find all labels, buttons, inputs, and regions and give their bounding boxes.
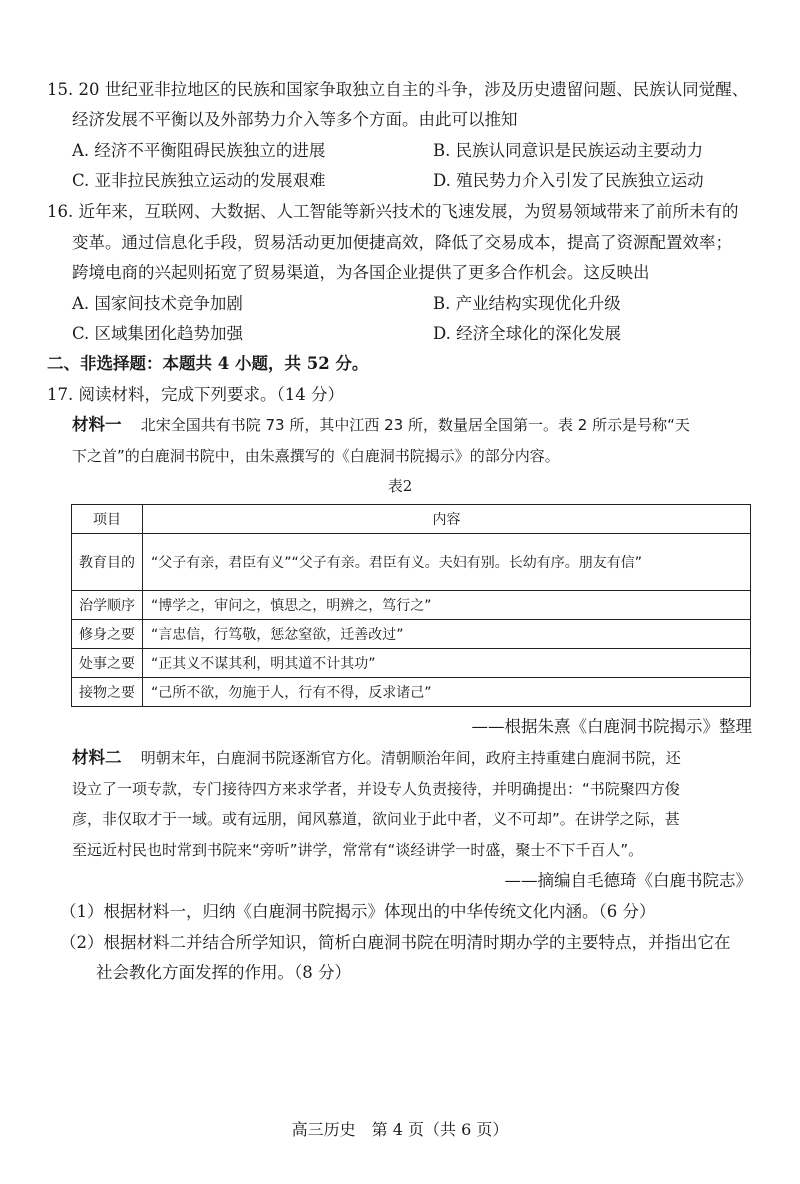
- table-cell-content: “言忠信，行笃敬，惩忿窒欲，迁善改过”: [143, 620, 751, 649]
- table-row: [72, 649, 751, 678]
- table-cell-item: 接物之要: [72, 678, 143, 707]
- page-footer: 高三历史 第 4 页（共 6 页）: [291, 1120, 509, 1139]
- q17-sub2-line1: （2）根据材料二并结合所学知识，简析白鹿洞书院在明清时期办学的主要特点，并指出它在: [60, 933, 731, 952]
- material1-line1: [72, 414, 690, 436]
- table-cell-content: “己所不欲，勿施于人，行有不得，反求诸己”: [143, 678, 751, 707]
- q15-stem-line2: 经济发展不平衡以及外部势力介入等多个方面。由此可以推知: [72, 110, 518, 129]
- table-cell-content: “正其义不谋其利，明其道不计其功”: [143, 649, 751, 678]
- material2-text-line3: 彦，非仅取才于一域。或有远朋，闻风慕道，欲问业于此中者，义不可却”。在讲学之际，甚: [72, 810, 680, 828]
- q16-option-d: D. 经济全球化的深化发展: [433, 324, 622, 343]
- material2-label: 材料二: [72, 748, 122, 767]
- table-row: [72, 620, 751, 649]
- table-cell-item: 处事之要: [72, 649, 143, 678]
- material2-line1: [72, 747, 681, 769]
- table-cell-item: 修身之要: [72, 620, 143, 649]
- material2-text-line2: 设立了一项专款，专门接待四方来求学者，并设专人负责接待，并明确提出：“书院聚四方俊: [72, 780, 680, 798]
- material1-text-line2: 下之首”的白鹿洞书院中，由朱熹撰写的《白鹿洞书院揭示》的部分内容。: [72, 447, 560, 465]
- table-header-item: 项目: [72, 505, 143, 534]
- q16-option-a: A. 国家间技术竞争加剧: [72, 294, 243, 313]
- q15-option-d: D. 殖民势力介入引发了民族独立运动: [433, 171, 704, 190]
- section-heading: 二、非选择题：本题共 4 小题，共 52 分。: [47, 354, 369, 373]
- q15-stem-line1: 15. 20 世纪亚非拉地区的民族和国家争取独立自主的斗争，涉及历史遗留问题、民族认同觉醒、: [47, 80, 749, 99]
- table-row: [72, 591, 751, 620]
- table-cell-content: “父子有亲，君臣有义”“父子有亲。君臣有义。夫妇有别。长幼有序。朋友有信”: [143, 534, 751, 591]
- q16-stem-line3: 跨境电商的兴起则拓宽了贸易渠道，为各国企业提供了更多合作机会。这反映出: [72, 263, 650, 282]
- material1-text-line1: 北宋全国共有书院 73 所，其中江西 23 所，数量居全国第一。表 2 所示是号称“天: [140, 416, 690, 434]
- table-cell-item: 教育目的: [72, 534, 143, 591]
- material2-text-line1: 明朝末年，白鹿洞书院逐渐官方化。清朝顺治年间，政府主持重建白鹿洞书院，还: [140, 749, 681, 767]
- q15-option-b: B. 民族认同意识是民族运动主要动力: [433, 141, 704, 160]
- q17-sub1: （1）根据材料一，归纳《白鹿洞书院揭示》体现出的中华传统文化内涵。（6 分）: [60, 902, 656, 921]
- table-source: ——根据朱熹《白鹿洞书院揭示》整理: [471, 717, 752, 736]
- table-cell-item: 治学顺序: [72, 591, 143, 620]
- q16-stem-line1: 16. 近年来，互联网、大数据、人工智能等新兴技术的飞速发展，为贸易领域带来了前所未有的: [47, 202, 739, 221]
- material2-text-line4: 至远近村民也时常到书院来“旁听”讲学，常常有“谈经讲学一时盛，聚士不下千百人”。: [72, 841, 644, 859]
- q15-option-c: C. 亚非拉民族独立运动的发展艰难: [72, 171, 326, 190]
- q16-stem-line2: 变革。通过信息化手段，贸易活动更加便捷高效，降低了交易成本，提高了资源配置效率；: [72, 233, 732, 252]
- table-header-content: 内容: [143, 505, 751, 534]
- table-header-row: [72, 505, 751, 534]
- material2-source: ——摘编自毛德琦《白鹿书院志》: [504, 871, 752, 890]
- q16-option-c: C. 区域集团化趋势加强: [72, 324, 244, 343]
- material1-label: 材料一: [72, 415, 122, 434]
- q17-intro: 17. 阅读材料，完成下列要求。（14 分）: [47, 385, 344, 404]
- q16-option-b: B. 产业结构实现优化升级: [433, 294, 621, 313]
- table-row: [72, 678, 751, 707]
- table-row: [72, 534, 751, 591]
- table-cell-content: “博学之，审问之，慎思之，明辨之，笃行之”: [143, 591, 751, 620]
- table-caption: 表2: [387, 477, 413, 495]
- q15-option-a: A. 经济不平衡阻碍民族独立的进展: [72, 141, 326, 160]
- q17-sub2-line2: 社会教化方面发挥的作用。（8 分）: [96, 963, 351, 982]
- table-2: [71, 504, 751, 707]
